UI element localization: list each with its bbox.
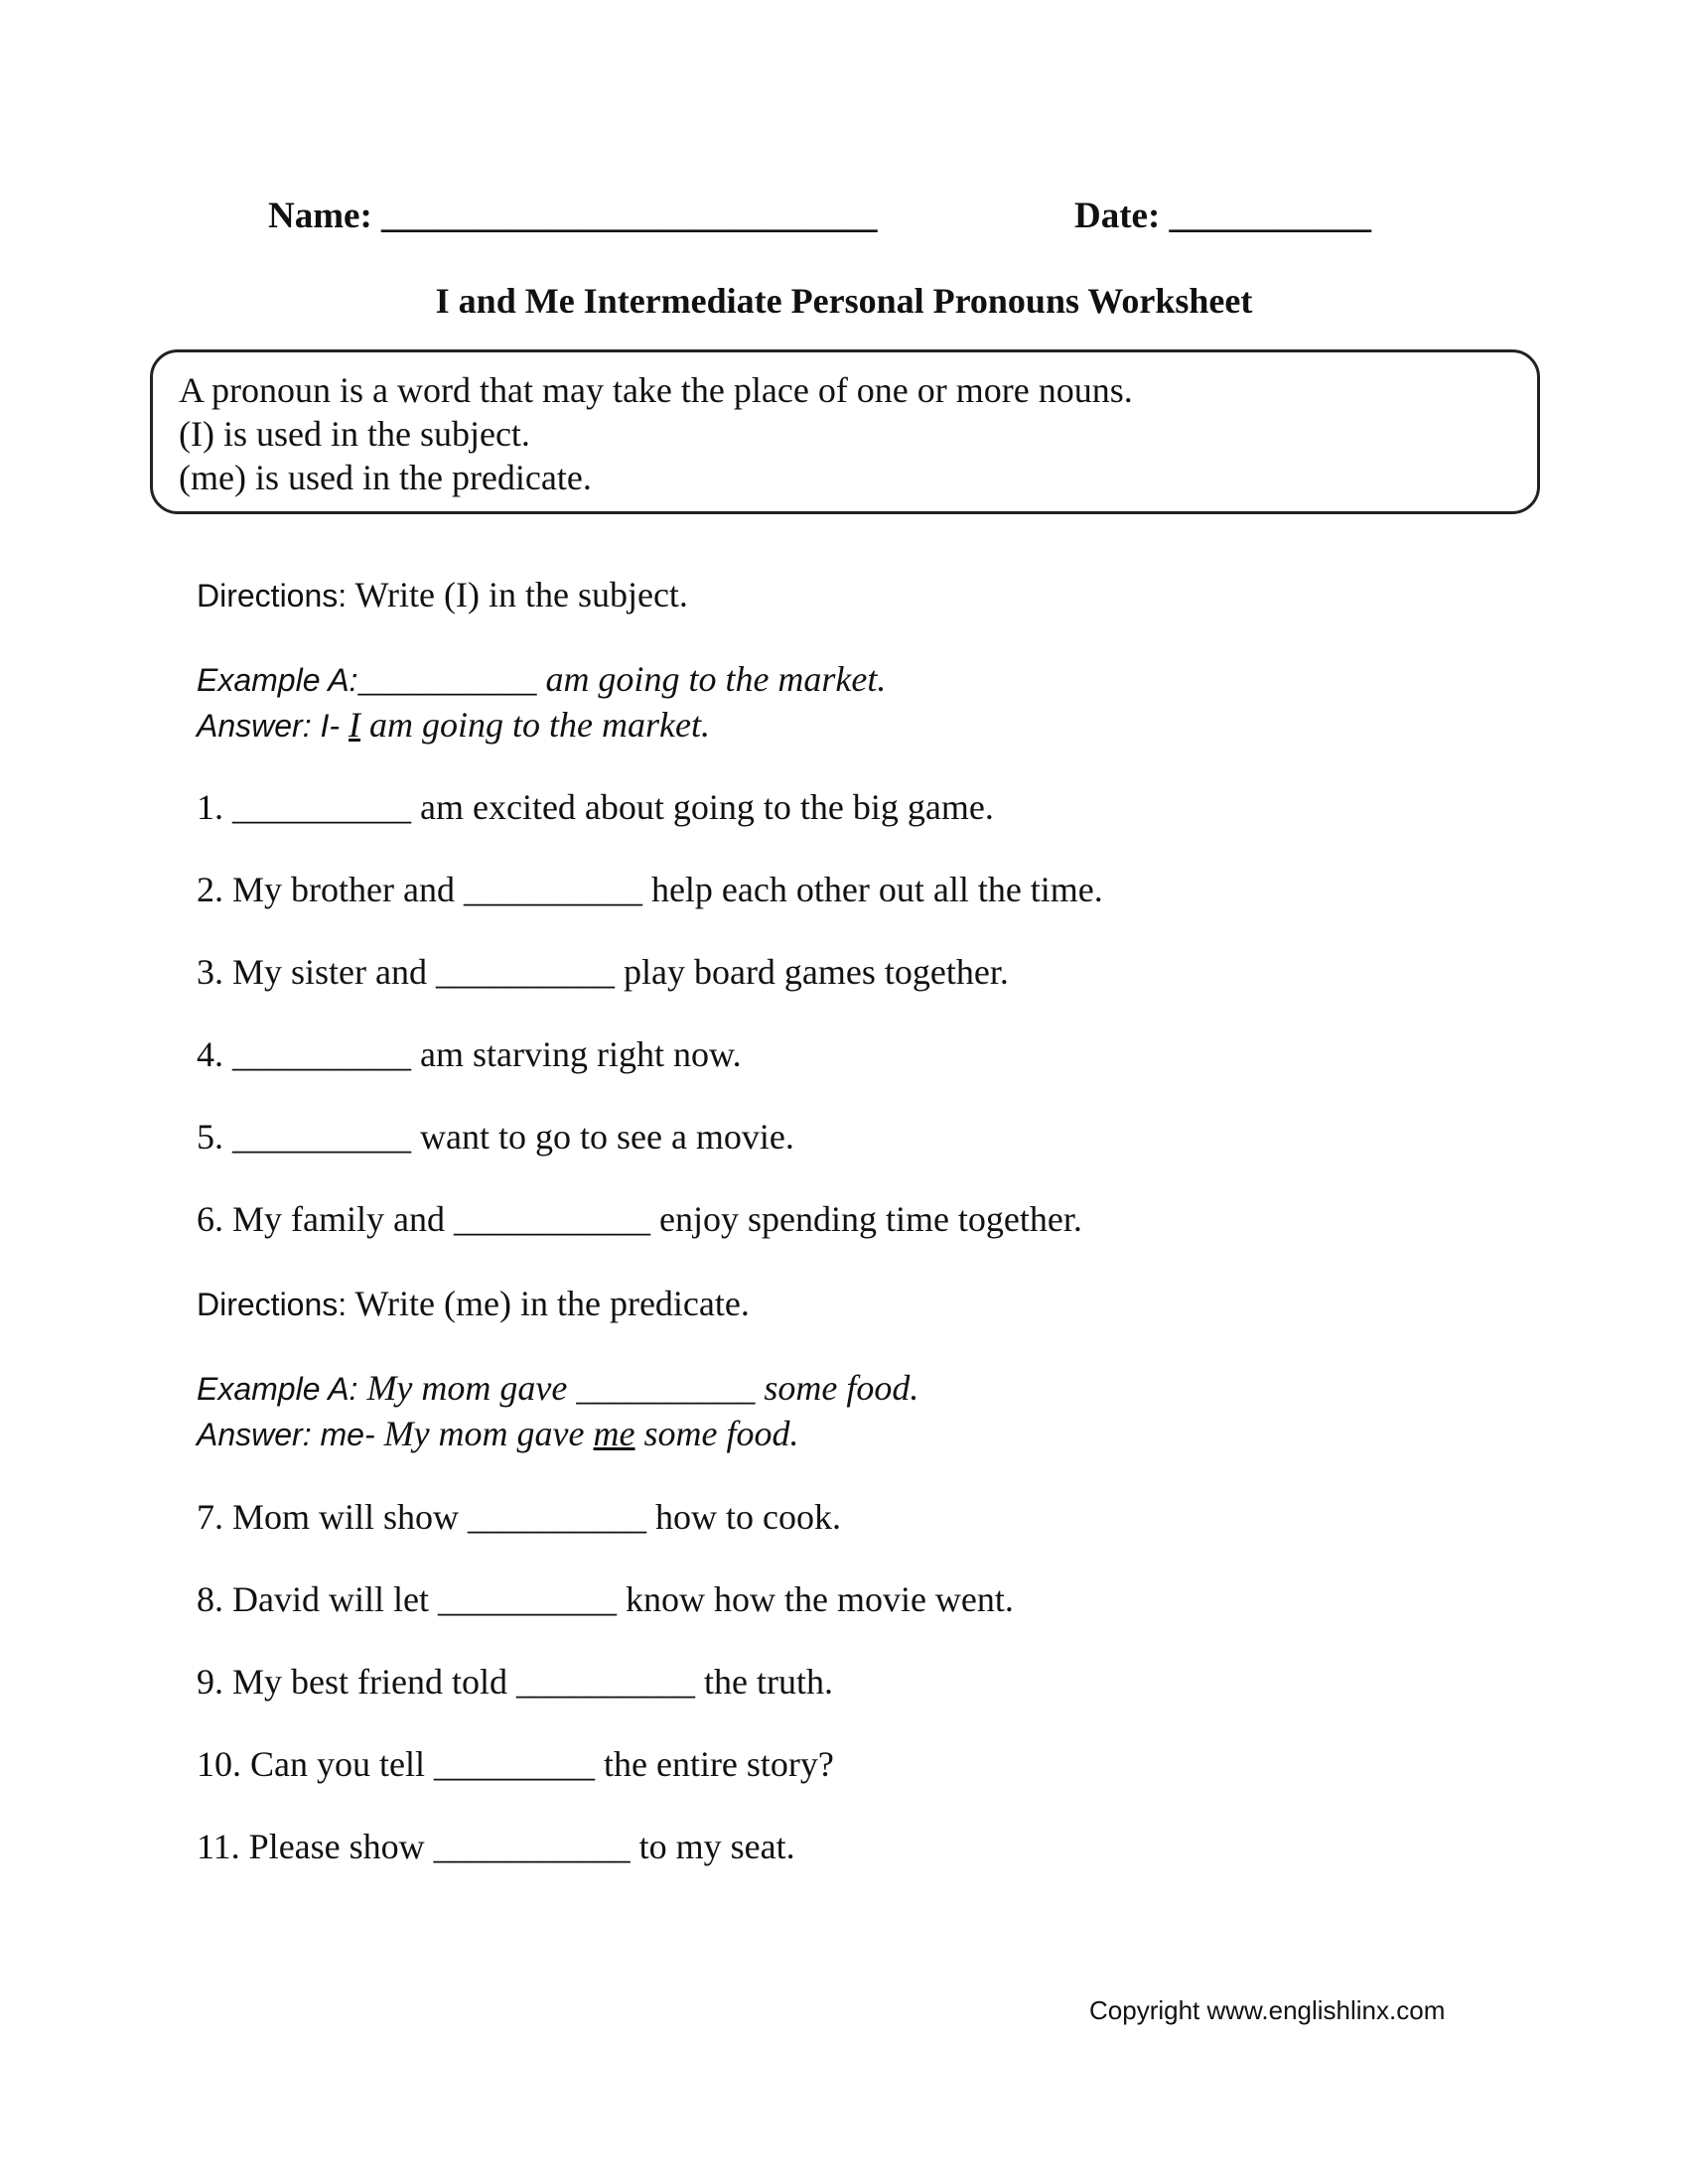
date-field <box>1074 195 1371 237</box>
item-text: the truth. <box>694 1662 833 1702</box>
item-3 <box>197 951 1009 993</box>
answer-blank: ___________ <box>453 1199 650 1239</box>
answer-blank: __________ <box>435 952 615 992</box>
item-text: 8. David will let <box>197 1579 438 1619</box>
item-text: enjoy spending time together. <box>649 1199 1082 1239</box>
item-text: 10. Can you tell <box>197 1744 434 1784</box>
name-label: Name: <box>268 196 372 236</box>
answer-blank: __________ <box>232 787 411 827</box>
example-text: am going to the market. <box>536 659 887 699</box>
definition-line-3: (me) is used in the predicate. <box>179 458 592 497</box>
answer-predicate <box>197 1413 799 1454</box>
definition-line-2: (I) is used in the subject. <box>179 414 530 454</box>
item-text: 11. Please show <box>197 1827 434 1866</box>
item-5 <box>197 1116 794 1158</box>
item-text: how to cook. <box>646 1497 842 1537</box>
item-9 <box>197 1661 833 1703</box>
answer-subject <box>197 704 710 746</box>
directions-subject <box>197 574 688 615</box>
item-text: 1. <box>197 787 232 827</box>
example-text: My mom gave <box>357 1368 577 1408</box>
answer-blank: ___________ <box>433 1827 631 1866</box>
example-label: Example A: <box>197 662 358 698</box>
answer-blank: __________ <box>463 870 642 909</box>
example-text: some food. <box>755 1368 919 1408</box>
answer-text: My mom gave <box>374 1414 594 1453</box>
answer-label: Answer: me- <box>197 1417 375 1452</box>
item-text: am starving right now. <box>411 1034 742 1074</box>
definition-line-1: A pronoun is a word that may take the place of one or more nouns. <box>179 370 1133 410</box>
item-1 <box>197 786 994 828</box>
name-field <box>268 195 878 237</box>
example-blank: __________ <box>357 659 537 699</box>
item-2 <box>197 869 1103 910</box>
date-blank: ___________ <box>1169 196 1372 236</box>
item-8 <box>197 1578 1014 1620</box>
item-text: know how the movie went. <box>616 1579 1014 1619</box>
item-4 <box>197 1033 742 1075</box>
directions-label: Directions: <box>197 1287 348 1322</box>
item-text: 9. My best friend told <box>197 1662 516 1702</box>
directions-text: Write (me) in the predicate. <box>347 1284 750 1323</box>
item-7 <box>197 1496 841 1538</box>
worksheet-title: I and Me Intermediate Personal Pronouns Worksheet <box>435 281 1253 321</box>
example-a-predicate <box>197 1367 918 1409</box>
answer-blank: __________ <box>232 1117 411 1157</box>
item-text: to my seat. <box>630 1827 795 1866</box>
item-text: 3. My sister and <box>197 952 436 992</box>
directions-text: Write (I) in the subject. <box>347 575 688 614</box>
name-blank: ___________________________ <box>381 196 878 236</box>
date-label: Date: <box>1074 196 1161 236</box>
copyright-notice: Copyright www.englishlinx.com <box>1089 1995 1446 2025</box>
example-blank: __________ <box>576 1368 756 1408</box>
answer-blank: __________ <box>437 1579 617 1619</box>
answer-word: I <box>349 705 361 745</box>
answer-blank: __________ <box>515 1662 695 1702</box>
directions-label: Directions: <box>197 578 348 614</box>
item-11 <box>197 1826 795 1867</box>
answer-text: am going to the market. <box>360 705 710 745</box>
directions-predicate <box>197 1283 750 1324</box>
item-text: 5. <box>197 1117 232 1157</box>
item-text: the entire story? <box>594 1744 834 1784</box>
item-text: help each other out all the time. <box>641 870 1103 909</box>
answer-text: some food. <box>634 1414 799 1453</box>
answer-blank: __________ <box>232 1034 411 1074</box>
item-text: play board games together. <box>614 952 1009 992</box>
example-label: Example A: <box>197 1371 358 1407</box>
item-text: am excited about going to the big game. <box>411 787 994 827</box>
answer-blank: __________ <box>468 1497 647 1537</box>
item-10 <box>197 1743 834 1785</box>
item-text: 4. <box>197 1034 232 1074</box>
answer-label: Answer: I- <box>197 708 341 744</box>
answer-word: me <box>593 1414 635 1453</box>
item-text: 7. Mom will show <box>197 1497 469 1537</box>
item-text: 2. My brother and <box>197 870 464 909</box>
item-text: 6. My family and <box>197 1199 454 1239</box>
answer-blank: _________ <box>433 1744 595 1784</box>
item-6 <box>197 1198 1082 1240</box>
example-a-subject <box>197 658 886 700</box>
item-text: want to go to see a movie. <box>411 1117 794 1157</box>
